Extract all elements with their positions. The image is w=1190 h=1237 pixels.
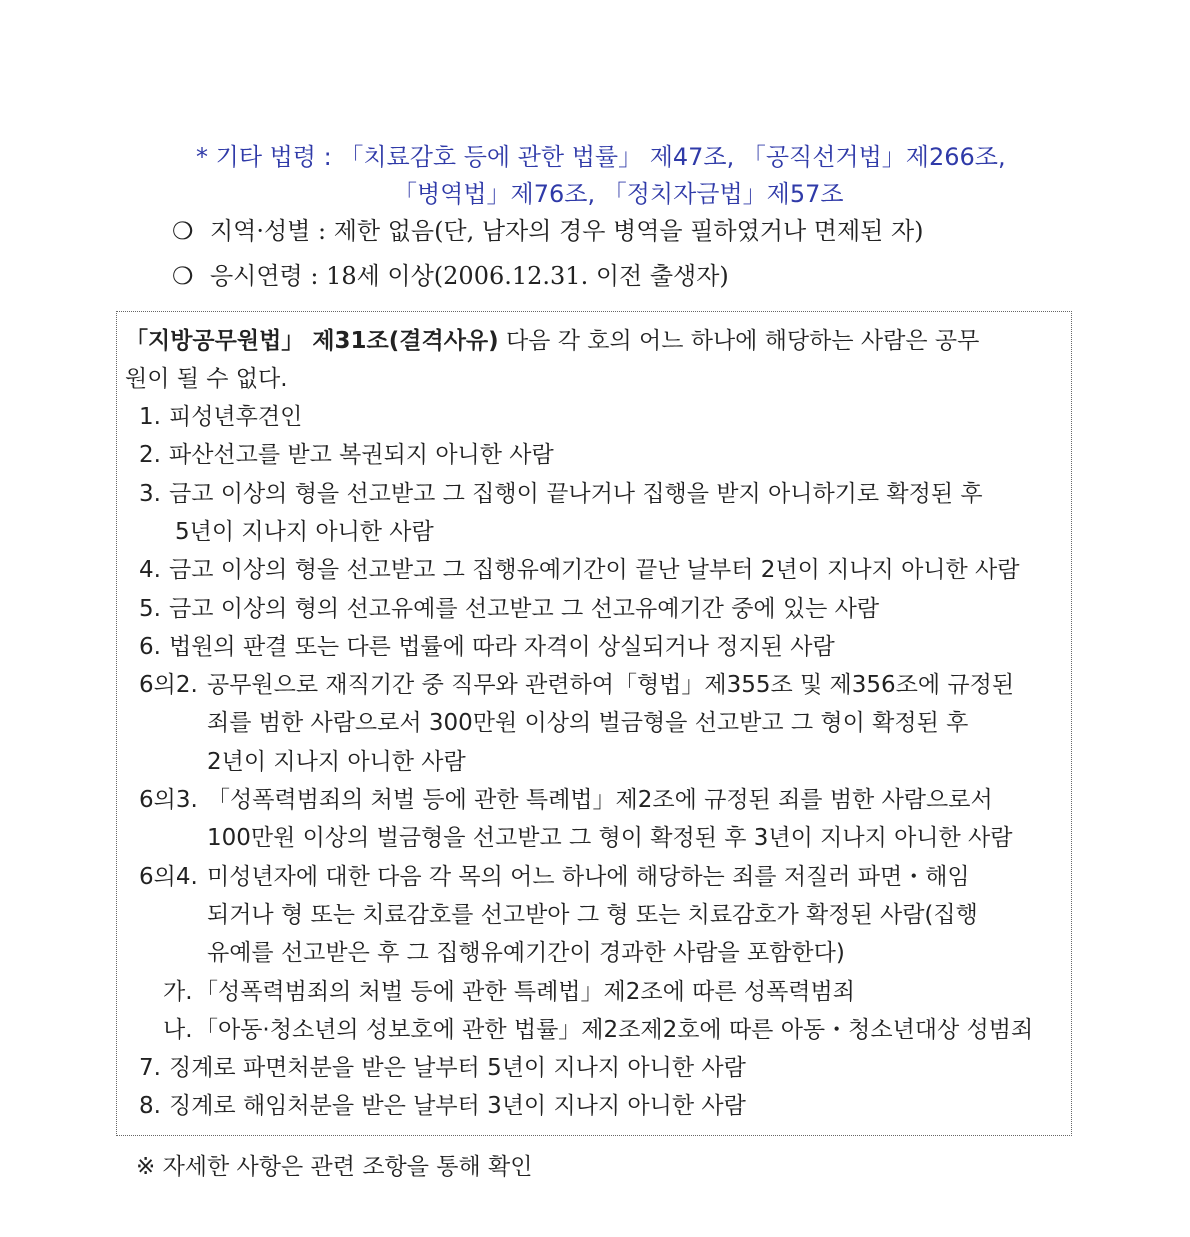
item-number: 6의3. bbox=[139, 787, 198, 813]
circle-bullet-icon: ❍ bbox=[172, 217, 194, 245]
circle-bullet-icon: ❍ bbox=[172, 262, 194, 290]
item-text: 법원의 판결 또는 다른 법률에 따라 자격이 상실되거나 정지된 사람 bbox=[169, 633, 835, 660]
other-laws-line-1: * 기타 법령 : 「치료감호 등에 관한 법률」 제47조, 「공직선거법」제266조, bbox=[196, 143, 1006, 171]
item-text: 미성년자에 대한 다음 각 목의 어느 하나에 해당하는 죄를 저질러 파면・해임 bbox=[207, 863, 970, 890]
footnote: ※ 자세한 사항은 관련 조항을 통해 확인 bbox=[136, 1154, 533, 1180]
item-text: 유예를 선고받은 후 그 집행유예기간이 경과한 사람을 포함한다) bbox=[207, 940, 845, 967]
item-text: 2년이 지나지 아니한 사람 bbox=[207, 748, 466, 775]
condition-text: 지역·성별 : 제한 없음(단, 남자의 경우 병역을 필하였거나 면제된 자) bbox=[210, 217, 924, 245]
article-title: 「지방공무원법」 제31조(결격사유) bbox=[125, 328, 499, 354]
box-heading bbox=[125, 324, 979, 358]
item-number: 7. bbox=[139, 1055, 161, 1082]
age-condition bbox=[172, 259, 729, 293]
item-text: 금고 이상의 형의 선고유예를 선고받고 그 선고유예기간 중에 있는 사람 bbox=[169, 595, 880, 622]
item-text: 100만원 이상의 벌금형을 선고받고 그 형이 확정된 후 3년이 지나지 아니한 사람 bbox=[207, 825, 1013, 852]
item-number: 나. bbox=[163, 1016, 193, 1043]
item-text: 금고 이상의 형을 선고받고 그 집행유예기간이 끝난 날부터 2년이 지나지 아니한 사람 bbox=[169, 557, 1020, 584]
item-text: 「성폭력범죄의 처벌 등에 관한 특례법」제2조에 규정된 죄를 범한 사람으로서 bbox=[207, 787, 993, 813]
item-text: 징계로 파면처분을 받은 날부터 5년이 지나지 아니한 사람 bbox=[169, 1055, 746, 1082]
article-intro-line-2: 원이 될 수 없다. bbox=[125, 366, 288, 392]
item-number: 1. bbox=[139, 404, 161, 430]
item-number: 가. bbox=[163, 978, 193, 1005]
article-intro: 다음 각 호의 어느 하나에 해당하는 사람은 공무 bbox=[498, 328, 980, 354]
item-text: 「성폭력범죄의 처벌 등에 관한 특례법」제2조에 따른 성폭력범죄 bbox=[195, 978, 855, 1005]
item-number: 6의4. bbox=[139, 863, 198, 890]
item-number: 8. bbox=[139, 1093, 161, 1120]
item-text: 파산선고를 받고 복권되지 아니한 사람 bbox=[169, 442, 554, 469]
item-number: 5. bbox=[139, 595, 161, 622]
item-text: 죄를 범한 사람으로서 300만원 이상의 벌금형을 선고받고 그 형이 확정된 후 bbox=[207, 710, 969, 737]
item-text: 징계로 해임처분을 받은 날부터 3년이 지나지 아니한 사람 bbox=[169, 1093, 746, 1120]
item-text: 피성년후견인 bbox=[169, 404, 303, 430]
item-number: 2. bbox=[139, 442, 161, 469]
condition-text: 응시연령 : 18세 이상(2006.12.31. 이전 출생자) bbox=[210, 262, 729, 290]
item-number: 6. bbox=[139, 633, 161, 660]
item-number: 3. bbox=[139, 480, 161, 507]
item-number: 6의2. bbox=[139, 672, 198, 699]
disqualification-box bbox=[116, 311, 1072, 1136]
item-text: 「아동·청소년의 성보호에 관한 법률」제2조제2호에 따른 아동・청소년대상 성범죄 bbox=[195, 1016, 1034, 1043]
item-text: 금고 이상의 형을 선고받고 그 집행이 끝나거나 집행을 받지 아니하기로 확정된 후 bbox=[169, 480, 983, 507]
item-number: 4. bbox=[139, 557, 161, 584]
other-laws-line-2: 「병역법」제76조, 「정치자금법」제57조 bbox=[393, 180, 844, 208]
region-gender-condition bbox=[172, 214, 924, 248]
item-text: 5년이 지나지 아니한 사람 bbox=[175, 518, 434, 545]
item-text: 공무원으로 재직기간 중 직무와 관련하여「형법」제355조 및 제356조에 규정된 bbox=[207, 672, 1015, 699]
item-text: 되거나 형 또는 치료감호를 선고받아 그 형 또는 치료감호가 확정된 사람(집행 bbox=[207, 901, 978, 928]
